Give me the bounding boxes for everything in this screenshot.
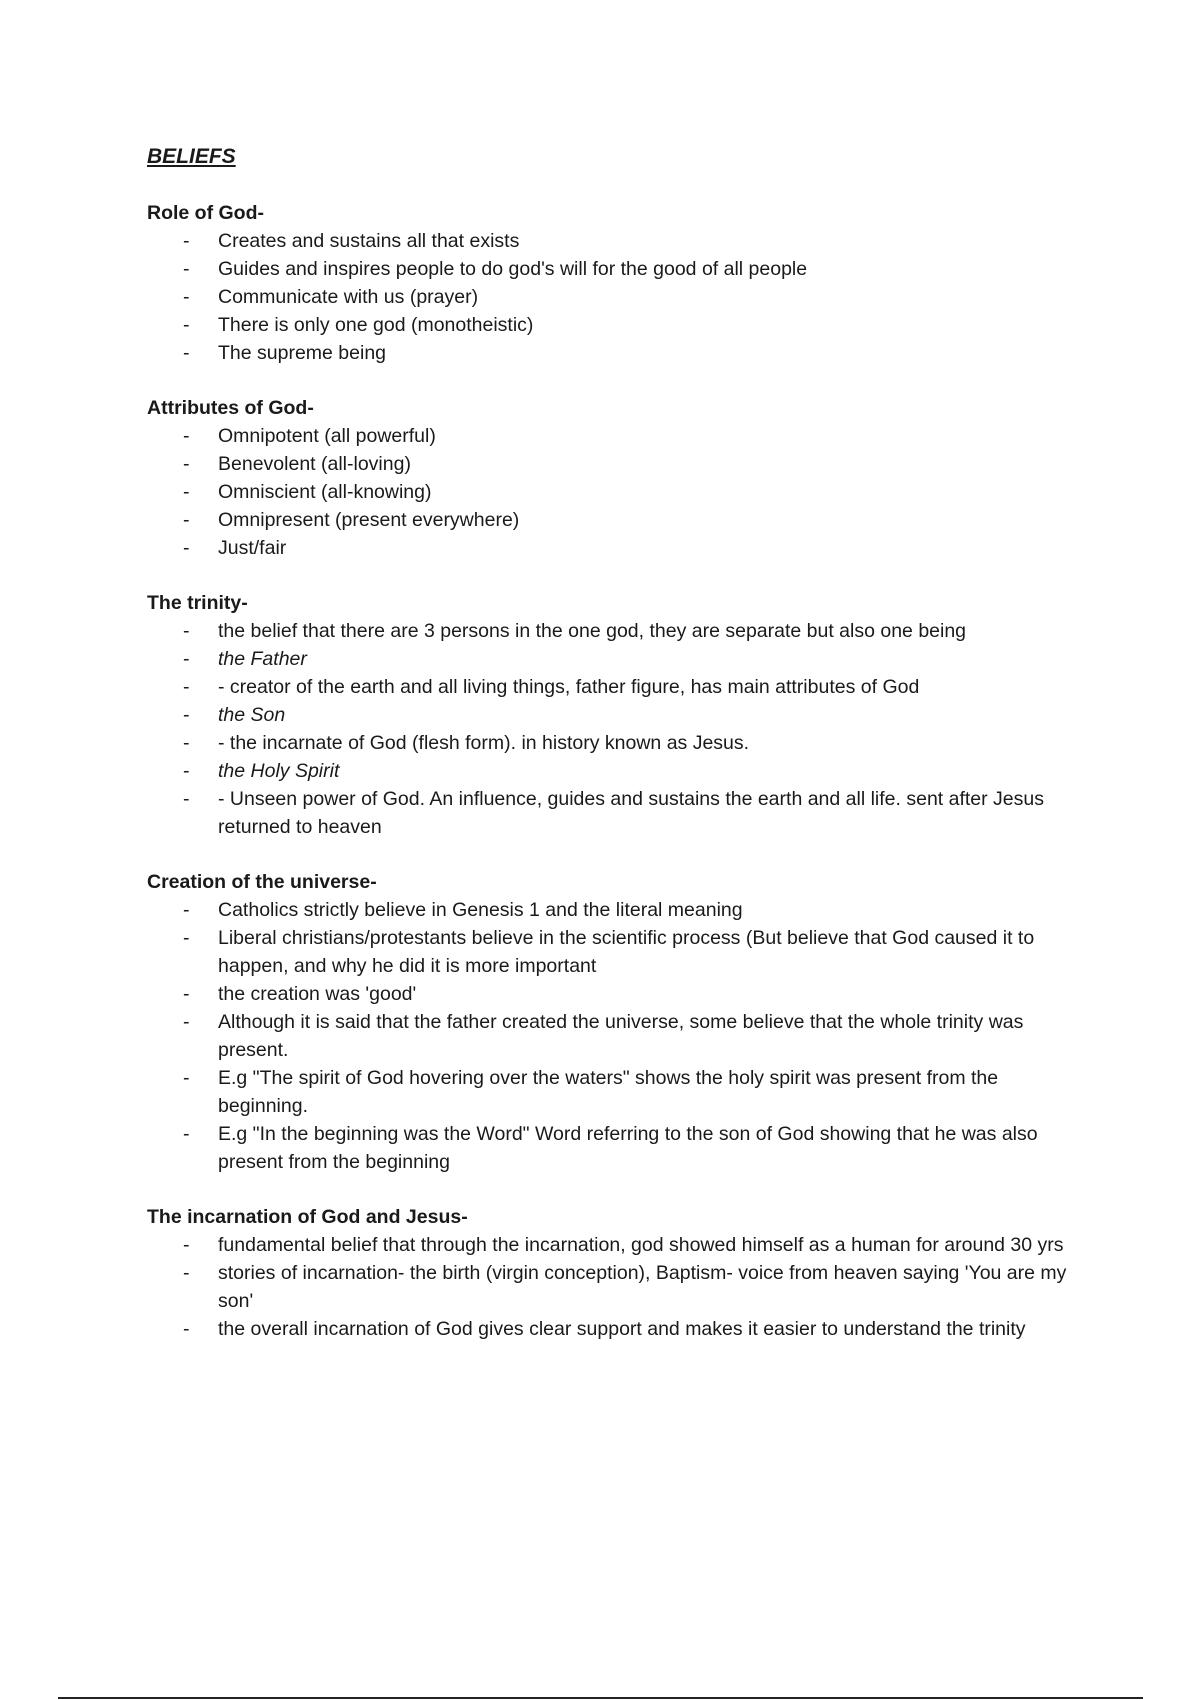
list-item-text: E.g "In the beginning was the Word" Word referring to the son of God showing that he was also present from the beginning [218, 1123, 1038, 1173]
list-item [147, 283, 1087, 311]
bullet-dash: - [183, 899, 190, 921]
section [147, 868, 1087, 1176]
list-item-text: E.g "The spirit of God hovering over the waters" shows the holy spirit was present from the beginning. [218, 1067, 999, 1117]
list-item-text: - Unseen power of God. An influence, guides and sustains the earth and all life. sent after Jesus returned to heaven [218, 788, 1044, 838]
list-item-text: Communicate with us (prayer) [218, 286, 479, 308]
list-item [147, 1231, 1087, 1259]
bullet-dash: - [183, 258, 190, 280]
list-item [147, 673, 1087, 701]
list-item-text: fundamental belief that through the incarnation, god showed himself as a human for around 30 yrs [218, 1234, 1064, 1256]
list-item-text: the Son [218, 704, 286, 726]
bullet-dash: - [183, 481, 190, 503]
list-item [147, 534, 1087, 562]
list-item-text: Although it is said that the father created the universe, some believe that the whole trinity was present. [218, 1011, 1024, 1061]
bullet-dash: - [183, 509, 190, 531]
list-item-text: Creates and sustains all that exists [218, 230, 520, 252]
list-item-text: Omnipresent (present everywhere) [218, 509, 520, 531]
list-item [147, 896, 1087, 924]
list-item [147, 785, 1087, 841]
list-item [147, 227, 1087, 255]
bullet-dash: - [183, 453, 190, 475]
list-item [147, 645, 1087, 673]
list-item [147, 1064, 1087, 1120]
bullet-dash: - [183, 314, 190, 336]
list-item [147, 729, 1087, 757]
list-item [147, 980, 1087, 1008]
list-item [147, 478, 1087, 506]
bottom-divider [58, 1697, 1143, 1699]
section [147, 589, 1087, 841]
bullet-dash: - [183, 425, 190, 447]
list-item-text: the Holy Spirit [218, 760, 340, 782]
bullet-dash: - [183, 1067, 190, 1089]
list-item-text: the belief that there are 3 persons in the one god, they are separate but also one being [218, 620, 967, 642]
document-title: BELIEFS [147, 145, 236, 168]
bullet-list [147, 422, 1087, 562]
list-item-text: - creator of the earth and all living things, father figure, has main attributes of God [218, 676, 920, 698]
list-item-text: There is only one god (monotheistic) [218, 314, 534, 336]
list-item [147, 255, 1087, 283]
list-item [147, 339, 1087, 367]
bullet-dash: - [183, 788, 190, 810]
list-item-text: Benevolent (all-loving) [218, 453, 411, 475]
list-item-text: stories of incarnation- the birth (virgin conception), Baptism- voice from heaven saying 'You are my son' [218, 1262, 1067, 1312]
list-item-text: - the incarnate of God (flesh form). in history known as Jesus. [218, 732, 750, 754]
list-item-text: The supreme being [218, 342, 387, 364]
list-item [147, 422, 1087, 450]
bullet-list [147, 1231, 1087, 1343]
section-heading: Role of God- [147, 202, 264, 224]
section [147, 394, 1087, 562]
bullet-dash: - [183, 760, 190, 782]
list-item-text: Omniscient (all-knowing) [218, 481, 432, 503]
bullet-dash: - [183, 620, 190, 642]
list-item-text: the creation was 'good' [218, 983, 417, 1005]
section [147, 199, 1087, 367]
section-heading: The incarnation of God and Jesus- [147, 1206, 468, 1228]
bullet-dash: - [183, 927, 190, 949]
list-item [147, 617, 1087, 645]
bullet-list [147, 617, 1087, 841]
list-item-text: the Father [218, 648, 307, 670]
list-item [147, 450, 1087, 478]
list-item [147, 506, 1087, 534]
list-item [147, 1259, 1087, 1315]
list-item-text: Liberal christians/protestants believe in the scientific process (But believe that God caused it to happen, and why he did it is more important [218, 927, 1035, 977]
section-heading: Attributes of God- [147, 397, 314, 419]
list-item [147, 924, 1087, 980]
list-item [147, 311, 1087, 339]
list-item-text: Just/fair [218, 537, 287, 559]
section-heading: The trinity- [147, 592, 248, 614]
list-item [147, 1315, 1087, 1343]
bullet-dash: - [183, 704, 190, 726]
bullet-dash: - [183, 1123, 190, 1145]
list-item-text: Guides and inspires people to do god's will for the good of all people [218, 258, 808, 280]
bullet-list [147, 896, 1087, 1176]
bullet-dash: - [183, 342, 190, 364]
list-item [147, 1120, 1087, 1176]
sections-container [147, 199, 1087, 1343]
list-item-text: the overall incarnation of God gives clear support and makes it easier to understand the trinity [218, 1318, 1026, 1340]
bullet-dash: - [183, 983, 190, 1005]
list-item [147, 701, 1087, 729]
document-page [147, 143, 1087, 1370]
bullet-dash: - [183, 1011, 190, 1033]
bullet-dash: - [183, 537, 190, 559]
bullet-dash: - [183, 676, 190, 698]
bullet-dash: - [183, 286, 190, 308]
bullet-dash: - [183, 648, 190, 670]
bullet-dash: - [183, 230, 190, 252]
section [147, 1203, 1087, 1343]
bullet-dash: - [183, 1234, 190, 1256]
bullet-list [147, 227, 1087, 367]
bullet-dash: - [183, 732, 190, 754]
list-item-text: Catholics strictly believe in Genesis 1 and the literal meaning [218, 899, 743, 921]
list-item [147, 1008, 1087, 1064]
list-item-text: Omnipotent (all powerful) [218, 425, 436, 447]
bullet-dash: - [183, 1318, 190, 1340]
bullet-dash: - [183, 1262, 190, 1284]
list-item [147, 757, 1087, 785]
section-heading: Creation of the universe- [147, 871, 377, 893]
